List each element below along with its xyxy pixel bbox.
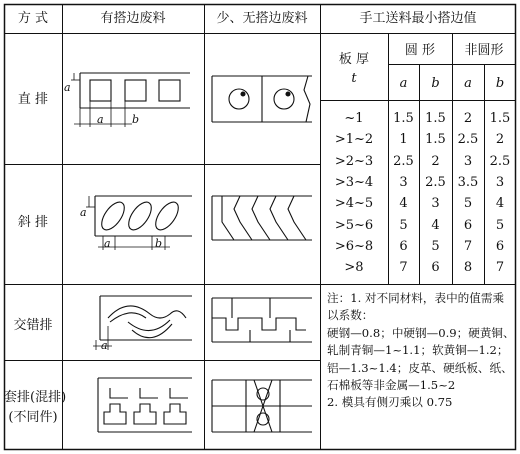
subheader-non-b: b (495, 76, 505, 91)
table-cell-non-a: 5 (463, 196, 473, 212)
table-cell-t: >4~5 (334, 196, 374, 212)
table-cell-round-b: 2 (431, 153, 440, 169)
table-cell-t: >1~2 (334, 132, 374, 148)
table-cell-round-a: 4 (399, 196, 408, 212)
header-with-scrap: 有搭边废料 (100, 11, 166, 26)
table-cell-round-b: 6 (431, 260, 440, 276)
table-cell-non-b: 4 (495, 196, 505, 212)
table-cell-non-b: 7 (495, 260, 505, 276)
table-cell-non-a: 3 (463, 153, 473, 169)
note-line-2: 硬钢—0.8；中硬钢—0.9；硬黄铜、轧制青铜—1~1.1；软黄铜—1.2；铝—1.3~1.4；皮革、硬纸板、纸、石棉板等非金属—1.5~2 (327, 325, 515, 393)
table-cell-round-b: 2.5 (425, 174, 446, 190)
table-cell-non-b: 1.5 (489, 111, 511, 126)
table-cell-round-b: 3 (431, 196, 440, 212)
dim-a-oblique: a (104, 237, 111, 250)
diagram-nested-scrap (98, 378, 192, 432)
notes (327, 290, 515, 412)
subheader-round-a: a (399, 76, 408, 91)
row-label-oblique: 斜 排 (17, 215, 49, 230)
dim-a-vertical-straight: a (64, 81, 71, 94)
table-cell-round-a: 2.5 (393, 153, 414, 169)
diagram-nested-noscrap (212, 380, 312, 432)
table-cell-round-a: 5 (399, 217, 408, 233)
table-cell-round-b: 1.5 (425, 111, 446, 126)
note-line-3: 2. 模具有侧刃乘以 0.75 (327, 395, 453, 410)
row-label-straight: 直 排 (17, 92, 49, 107)
table-cell-round-b: 4 (431, 217, 440, 233)
diagram-oblique-noscrap (212, 196, 312, 240)
header-manual-min: 手工送料最小搭边值 (359, 11, 477, 26)
header-less-no-scrap: 少、无搭边废料 (216, 11, 308, 26)
table-cell-non-b: 2.5 (489, 153, 511, 169)
table-cell-t: >8 (344, 260, 364, 276)
dim-a-staggered: a (101, 339, 108, 352)
row-label-staggered: 交错排 (13, 318, 53, 333)
dim-a-straight: a (97, 113, 104, 126)
header-method: 方 式 (17, 11, 49, 26)
table-cell-non-a: 2 (463, 111, 473, 126)
table-cell-round-a: 1.5 (393, 111, 414, 126)
table-cell-round-b: 5 (431, 238, 440, 254)
table-cell-round-a: 6 (399, 238, 408, 254)
table-cell-t: >3~4 (334, 174, 374, 190)
dim-b-straight: b (132, 113, 140, 126)
subheader-thickness: 板 厚 (338, 52, 370, 67)
table-cell-t: ~1 (344, 111, 364, 126)
note-line-1: 注：1. 对不同材料，表中的值需乘以系数： (327, 291, 505, 323)
subheader-round: 圆 形 (404, 43, 436, 58)
subheader-thickness-var: t (351, 71, 357, 86)
table-cell-non-a: 7 (463, 238, 473, 254)
table-cell-t: >2~3 (334, 153, 374, 169)
dim-b-oblique: b (155, 237, 163, 250)
table-cell-non-a: 2.5 (457, 132, 479, 148)
dim-a-vertical-oblique: a (80, 206, 87, 219)
table-cell-t: >6~8 (334, 238, 374, 254)
row-label-nested-2: (不同件) (8, 410, 58, 425)
table-cell-round-a: 1 (399, 132, 408, 148)
table-cell-round-b: 1.5 (425, 132, 446, 148)
table-cell-round-a: 3 (399, 174, 408, 190)
diagram-staggered-scrap (93, 296, 192, 350)
table-cell-non-a: 8 (463, 260, 473, 276)
table-cell-non-b: 2 (495, 132, 505, 148)
diagram-staggered-noscrap (212, 298, 312, 342)
subheader-non-a: a (464, 76, 472, 91)
table-cell-non-a: 3.5 (457, 174, 479, 190)
table-cell-round-a: 7 (399, 260, 408, 276)
table-cell-t: >5~6 (334, 217, 374, 233)
table-cell-non-b: 6 (495, 238, 505, 254)
diagram-straight-scrap (71, 73, 190, 127)
diagram-oblique-scrap (86, 196, 192, 250)
table-cell-non-b: 5 (495, 217, 505, 233)
subheader-non-round: 非圆形 (464, 43, 504, 58)
diagram-straight-noscrap (212, 76, 312, 122)
table-cell-non-a: 6 (463, 217, 473, 233)
subheader-round-b: b (431, 76, 440, 91)
row-label-nested-1: 套排(混排) (4, 390, 67, 405)
table-cell-non-b: 3 (495, 174, 505, 190)
